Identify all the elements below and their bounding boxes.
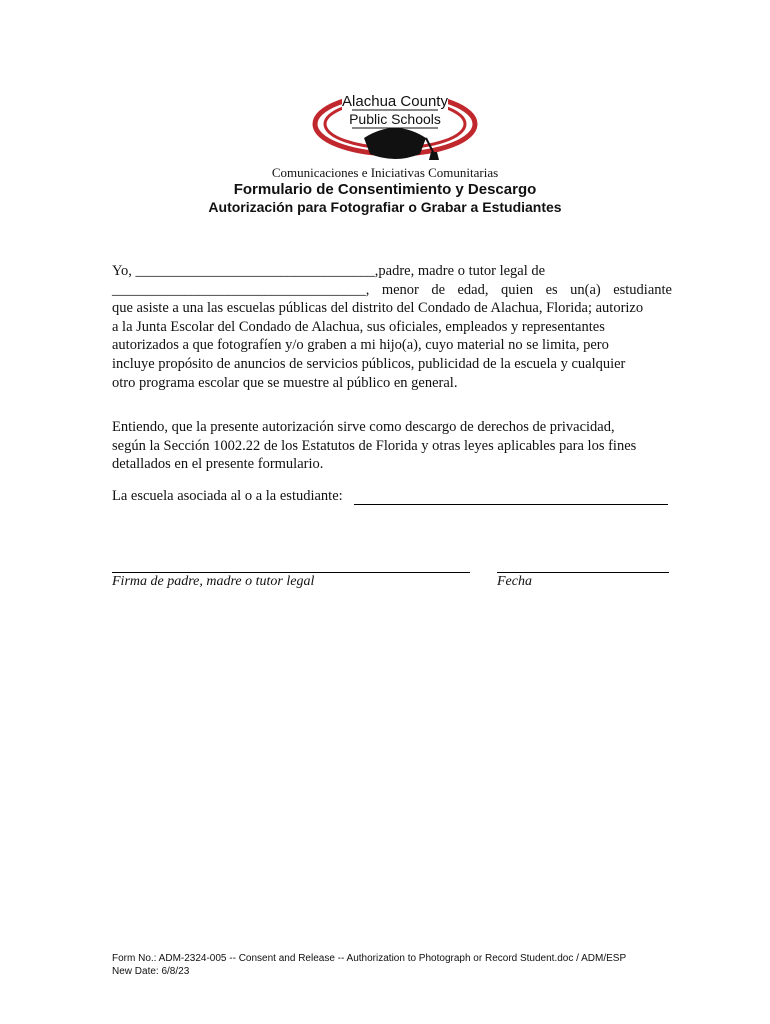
paragraph-line: incluye propósito de anuncios de servicios públicos, publicidad de la escuela y cualquier [112, 355, 626, 372]
form-footer [112, 952, 626, 978]
paragraph-line: Yo, _________________________________,padre, madre o tutor legal de [112, 263, 546, 279]
new-date: New Date: 6/8/23 [112, 966, 190, 977]
paragraph-line: ___________________________________, menor de edad, quien es un(a) estudiante [112, 281, 672, 298]
department-name: Comunicaciones e Iniciativas Comunitarias [271, 165, 499, 180]
paragraph-line: según la Sección 1002.22 de los Estatutos de Florida y otras leyes aplicables para los fines [112, 437, 637, 454]
logo-line-2: Public Schools [349, 111, 441, 127]
logo-line-1: Alachua County [342, 93, 448, 110]
paragraph-line: otro programa escolar que se muestre al público en general. [112, 374, 458, 391]
privacy-release-paragraph [112, 418, 672, 474]
paragraph-line: que asiste a una las escuelas públicas del distrito del Condado de Alachua, Florida; autorizo [112, 300, 644, 317]
form-subtitle: Autorización para Fotografiar o Grabar a Estudiantes [208, 199, 562, 215]
school-input-line[interactable] [354, 504, 668, 505]
alachua-county-public-schools-logo [312, 88, 478, 166]
paragraph-line: autorizados a que fotografíen y/o graben a mi hijo(a), cuyo material no se limita, pero [112, 337, 609, 354]
form-title: Formulario de Consentimiento y Descargo [233, 181, 537, 198]
paragraph-line: Entiendo, que la presente autorización sirve como descargo de derechos de privacidad, [112, 419, 615, 435]
date-label: Fecha [497, 574, 532, 589]
parent-signature-line[interactable] [112, 572, 470, 573]
paragraph-line: detallados en el presente formulario. [112, 456, 324, 473]
consent-paragraph [112, 262, 672, 392]
paragraph-line: a la Junta Escolar del Condado de Alachua, sus oficiales, empleados y representantes [112, 318, 605, 335]
parent-signature-label: Firma de padre, madre o tutor legal [112, 574, 315, 589]
school-field-label: La escuela asociada al o a la estudiante: [112, 488, 343, 504]
form-number: Form No.: ADM-2324-005 -- Consent and Release -- Authorization to Photograph or Record Student.doc / ADM/ESP [112, 953, 627, 964]
signature-date-line[interactable] [497, 572, 669, 573]
